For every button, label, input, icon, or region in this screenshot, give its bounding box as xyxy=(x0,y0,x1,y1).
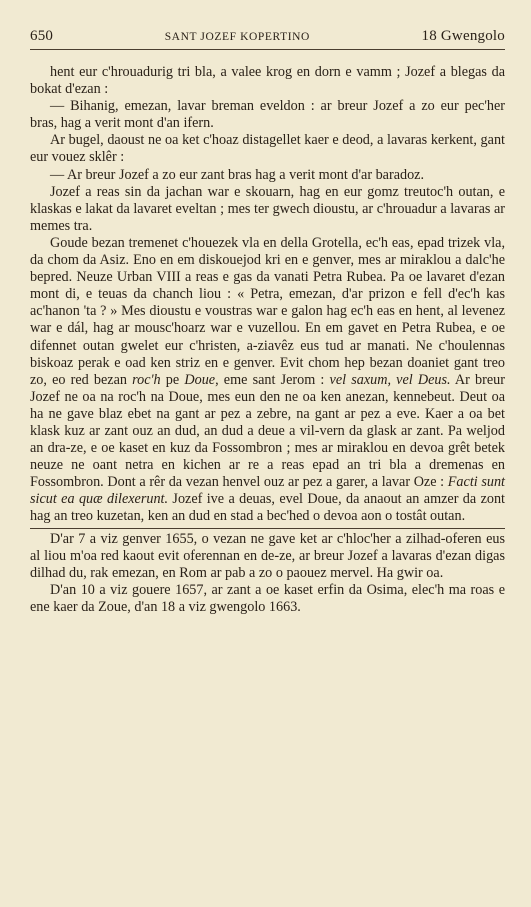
italic-phrase: Doue xyxy=(184,371,216,388)
paragraph: — Bihanig, emezan, lavar breman eveldon : ar breur Jozef a zo eur pec'her bras, hag a verit mont d'an ifern. xyxy=(30,98,505,132)
paragraph: Goude bezan tremenet c'houezek vla en della Grotella, ec'h eas, epad trizek vla, da chom da Asiz. Eno en em diskouejod kri en e genver, mes ar miraklou a dalc'he bepred. Neuze Urban VIII a reas e gas da vanati Petra Rubea. Pa oe lavaret d'ezan mont di, e teuas da chanch liou : « Petra, emezan, d'ar prizon e fell d'ec'h kas ac'hanon 'ta ? » Mes dioustu e voustras war e galon hag ec'h eas en hent, al levenez war e dál, hag ar mousc'hoarz war e vuzellou. En em gavet en Petra Rubea, e oe difennet outan gwelet eur c'hristen, a-ziavêz eus tud ar manati. Ne c'houlennas biskoaz perak e oad ken striz en e genver. Evit chom hep bezan doaniet gant treo zo, eo red bezan roc'h pe Doue, eme sant Jerom : vel saxum, vel Deus. Ar breur Jozef ne oa na roc'h na Doue, mes eun den ne oa ken anezan, kennebeut. Deut oa ha ne gave blaz ebet na gant ar pez a zebre, na gant ar pez a eve. Kaer a oa bet klask kuz ar zant ouz an dud, an dud a deue a vil-vern da glask ar zant. Pa weljod an dra-ze, e oe kaset en kuz da Fossombron ; mes ar miraklou en devoa grêt betek neuze ne oant netra en kichen ar re a reas epad an tri bla a dremenas en Fossombron. Dont a rêr da vezan henvel ouz ar pez a garer, a lavar Oze : Facti sunt sicut ea quæ dilexerunt. Jozef ive a deuas, evel Doue, da anaout an amzer da zont hag an treo kuzetan, ken an dud en stad a bec'hed o devoa aon o tostât outan. xyxy=(30,235,505,529)
paragraph: D'an 10 a viz gouere 1657, ar zant a oe kaset erfin da Osima, elec'h ma roas e ene kaer da Zoue, d'an 18 a viz gwengolo 1663. xyxy=(30,581,505,615)
italic-phrase: Facti sunt sicut ea quæ dilexerunt. xyxy=(30,474,506,508)
italic-phrase: vel saxum, vel Deus. xyxy=(329,371,451,388)
page-body xyxy=(30,64,505,616)
paragraph: D'ar 7 a viz genver 1655, o vezan ne gave ket ar c'hloc'her a zilhad-oferen eus al liou m'oa red kaout evit oferennan en de-ze, ar breur Jozef a lavaras d'ezan digas dilhad du, rak emezan, en Rom ar pab a zo o paouez mervel. Ha gwir oa. xyxy=(30,530,505,581)
running-header xyxy=(30,28,505,50)
running-title: SANT JOZEF KOPERTINO xyxy=(164,31,310,43)
paragraph: — Ar breur Jozef a zo eur zant bras hag a verit mont d'ar baradoz. xyxy=(50,166,425,183)
italic-phrase: roc'h xyxy=(132,371,161,388)
running-date: 18 Gwengolo xyxy=(421,28,505,44)
paragraph: hent eur c'hrouadurig tri bla, a valee krog en dorn e vamm ; Jozef a blegas da bokat d'ezan : xyxy=(30,64,505,98)
paragraph: Ar bugel, daoust ne oa ket c'hoaz distagellet kaer e deod, a lavaras kerkent, gant eur vouez sklêr : xyxy=(30,132,505,166)
paragraph: Jozef a reas sin da jachan war e skouarn, hag en eur gomz treutoc'h outan, e klaskas e lakat da lavaret eveltan ; mes ter gwech dioustu, ar c'hrouadur a lavaras ar memes tra. xyxy=(30,183,505,234)
page-number: 650 xyxy=(30,28,54,44)
